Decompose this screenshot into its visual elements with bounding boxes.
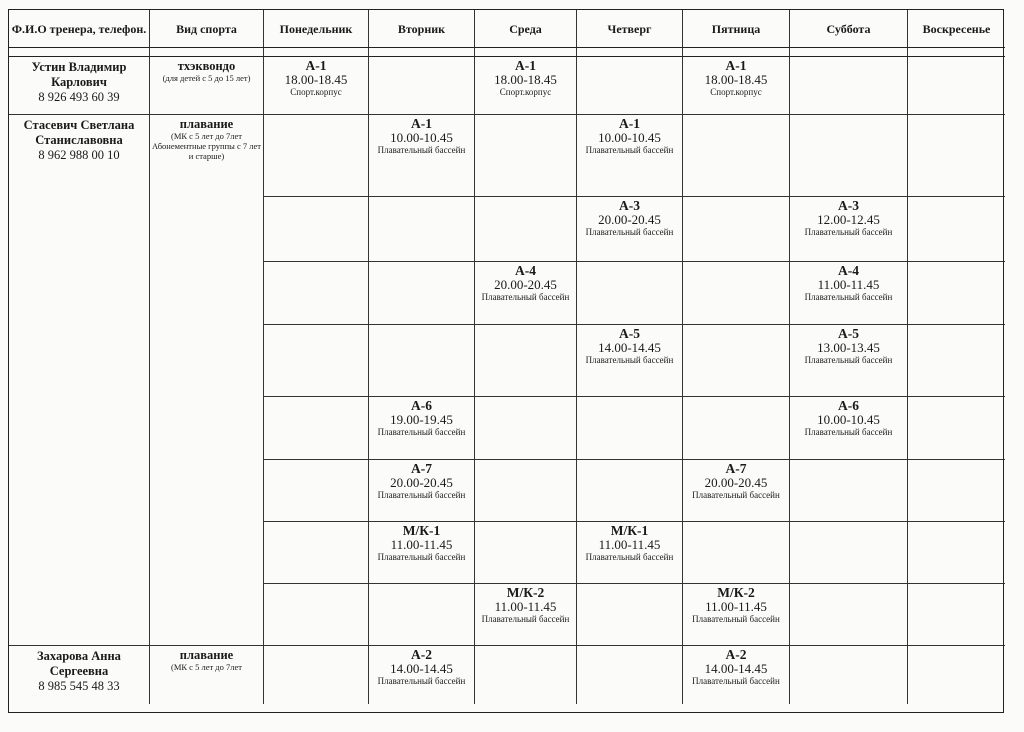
session-cell [683, 584, 790, 646]
session-time: 18.00-18.45 [494, 72, 557, 87]
session-time: 10.00-10.45 [817, 412, 880, 427]
session-time: 19.00-19.45 [390, 412, 453, 427]
session-place: Плавательный бассейн [585, 355, 674, 365]
header-thursday: Четверг [577, 10, 683, 48]
coach-name: Устин Владимир Карлович [31, 60, 127, 89]
header-sport: Вид спорта [150, 10, 264, 48]
session-cell [369, 115, 475, 197]
session-place: Плавательный бассейн [692, 614, 780, 624]
session-code: А-6 [411, 398, 432, 413]
session-cell [475, 57, 577, 115]
schedule-table [8, 9, 1004, 713]
session-code: А-3 [619, 198, 640, 213]
coach-phone: 8 985 545 48 33 [38, 679, 120, 693]
session-code: А-1 [305, 58, 327, 73]
sport-note: (МК с 5 лет до 7лет [171, 662, 242, 672]
session-code: А-6 [838, 398, 859, 413]
session-place: Спорт.корпус [499, 87, 552, 97]
sport-ustin [150, 57, 264, 115]
session-place: Спорт.корпус [290, 87, 342, 97]
session-place: Плавательный бассейн [377, 676, 466, 686]
session-code: А-5 [838, 326, 859, 341]
session-code: М/К-1 [402, 523, 441, 538]
session-place: Плавательный бассейн [585, 552, 674, 562]
session-place: Плавательный бассейн [377, 145, 466, 155]
session-cell [683, 646, 790, 704]
session-cell [475, 262, 577, 325]
header-saturday: Суббота [790, 10, 908, 48]
session-time: 20.00-20.45 [494, 277, 557, 292]
coach-name: Стасевич Светлана Станиславовна [23, 118, 135, 147]
session-time: 11.00-11.45 [494, 599, 557, 614]
session-cell [790, 397, 908, 460]
session-time: 14.00-14.45 [390, 661, 453, 676]
session-cell [790, 325, 908, 397]
session-place: Плавательный бассейн [692, 676, 780, 686]
session-place: Плавательный бассейн [481, 292, 570, 302]
sport-note: (для детей с 5 до 15 лет) [162, 73, 251, 83]
session-time: 11.00-11.45 [390, 537, 453, 552]
session-cell [683, 460, 790, 522]
session-time: 11.00-11.45 [817, 277, 880, 292]
session-place: Плавательный бассейн [377, 427, 466, 437]
session-time: 14.00-14.45 [704, 661, 768, 676]
sport-name: плавание [179, 117, 234, 131]
sport-name: плавание [179, 648, 234, 662]
session-code: М/К-1 [610, 523, 649, 538]
session-code: А-2 [411, 647, 432, 662]
sport-note: (МК с 5 лет до 7лет Абонементные группы с 7 лет и старше) [152, 131, 261, 161]
session-code: М/К-2 [506, 585, 545, 600]
coach-ustin [9, 57, 150, 115]
header-sunday: Воскресенье [908, 10, 1005, 48]
session-place: Плавательный бассейн [804, 292, 893, 302]
session-cell [369, 646, 475, 704]
session-time: 18.00-18.45 [284, 72, 348, 87]
session-cell [475, 584, 577, 646]
coach-phone: 8 962 988 00 10 [38, 148, 120, 162]
session-cell [577, 522, 683, 584]
session-time: 20.00-20.45 [390, 475, 453, 490]
coach-stasevich [9, 115, 150, 646]
session-code: А-1 [515, 58, 536, 73]
session-cell [577, 115, 683, 197]
session-code: А-1 [411, 116, 432, 131]
session-cell [369, 522, 475, 584]
header-wednesday: Среда [475, 10, 577, 48]
sport-name: тхэквондо [177, 59, 236, 73]
session-cell [369, 460, 475, 522]
session-place: Плавательный бассейн [377, 552, 466, 562]
session-place: Плавательный бассейн [692, 490, 780, 500]
session-cell [577, 197, 683, 262]
session-time: 11.00-11.45 [598, 537, 661, 552]
session-code: А-4 [838, 263, 859, 278]
session-cell [369, 397, 475, 460]
session-code: А-1 [725, 58, 747, 73]
sport-stasevich [150, 115, 264, 646]
session-cell [790, 197, 908, 262]
session-code: А-7 [725, 461, 747, 476]
session-place: Плавательный бассейн [377, 490, 466, 500]
sport-zakharova [150, 646, 264, 704]
session-code: М/К-2 [717, 585, 755, 600]
session-place: Спорт.корпус [710, 87, 762, 97]
session-cell [264, 57, 369, 115]
session-time: 10.00-10.45 [598, 130, 661, 145]
session-time: 18.00-18.45 [704, 72, 768, 87]
session-place: Плавательный бассейн [804, 227, 893, 237]
session-place: Плавательный бассейн [481, 614, 570, 624]
session-time: 14.00-14.45 [598, 340, 661, 355]
session-code: А-2 [725, 647, 747, 662]
coach-zakharova [9, 646, 150, 704]
header-friday: Пятница [683, 10, 790, 48]
session-time: 20.00-20.45 [704, 475, 768, 490]
coach-phone: 8 926 493 60 39 [38, 90, 120, 104]
session-code: А-4 [515, 263, 536, 278]
session-cell [790, 262, 908, 325]
session-code: А-5 [619, 326, 640, 341]
session-code: А-7 [411, 461, 432, 476]
session-time: 13.00-13.45 [817, 340, 880, 355]
session-place: Плавательный бассейн [804, 427, 893, 437]
session-cell [577, 325, 683, 397]
schedule-sheet [8, 9, 1004, 713]
session-code: А-3 [838, 198, 859, 213]
header-coach: Ф.И.О тренера, телефон. [9, 10, 150, 48]
session-time: 20.00-20.45 [598, 212, 661, 227]
coach-name: Захарова Анна Сергеевна [37, 649, 121, 678]
session-time: 11.00-11.45 [705, 599, 767, 614]
session-place: Плавательный бассейн [804, 355, 893, 365]
session-place: Плавательный бассейн [585, 145, 674, 155]
session-time: 10.00-10.45 [390, 130, 453, 145]
session-place: Плавательный бассейн [585, 227, 674, 237]
session-code: А-1 [619, 116, 640, 131]
session-time: 12.00-12.45 [817, 212, 880, 227]
session-cell [683, 57, 790, 115]
header-monday: Понедельник [264, 10, 369, 48]
header-tuesday: Вторник [369, 10, 475, 48]
